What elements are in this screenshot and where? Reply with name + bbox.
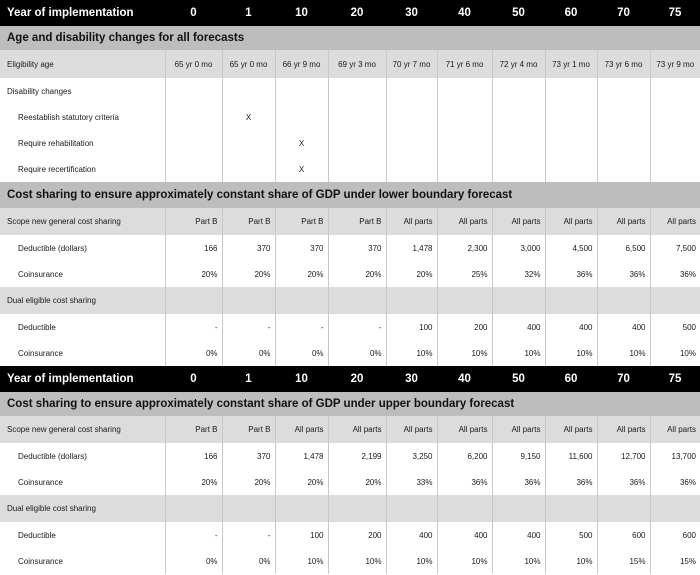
table-cell: 71 yr 6 mo xyxy=(437,50,492,78)
row-label: Require rehabilitation xyxy=(0,130,165,156)
table-cell: 36% xyxy=(597,261,650,287)
table-cell xyxy=(597,130,650,156)
table-cell: 600 xyxy=(650,522,700,548)
table-cell: 400 xyxy=(492,522,545,548)
table-cell: 10% xyxy=(650,340,700,366)
table-cell xyxy=(492,104,545,130)
table-cell: 65 yr 0 mo xyxy=(165,50,222,78)
table-cell: 400 xyxy=(545,314,597,340)
table-cell: 11,600 xyxy=(545,443,597,469)
year-column-header: 50 xyxy=(492,366,545,392)
table-cell xyxy=(386,495,437,522)
table-cell: 0% xyxy=(222,340,275,366)
year-header-row xyxy=(0,366,700,392)
table-cell: 370 xyxy=(222,443,275,469)
table-cell: X xyxy=(222,104,275,130)
table-cell: - xyxy=(165,314,222,340)
table-cell: 166 xyxy=(165,443,222,469)
table-cell: 2,300 xyxy=(437,235,492,261)
eligibility-age-row xyxy=(0,50,700,78)
table-cell: 100 xyxy=(386,314,437,340)
table-cell xyxy=(165,78,222,104)
table-cell: 10% xyxy=(386,340,437,366)
dual-deductible-row xyxy=(0,522,700,548)
table-cell xyxy=(437,78,492,104)
row-label: Deductible xyxy=(0,522,165,548)
table-cell: 12,700 xyxy=(597,443,650,469)
table-cell: 1,478 xyxy=(275,443,328,469)
table-cell: Part B xyxy=(275,208,328,235)
table-cell: X xyxy=(275,156,328,182)
section-title: Cost sharing to ensure approximately constant share of GDP under upper boundary forecast xyxy=(0,392,700,416)
year-column-header: 10 xyxy=(275,0,328,26)
table-cell xyxy=(545,287,597,314)
table-cell: All parts xyxy=(492,208,545,235)
dual-deductible-row xyxy=(0,314,700,340)
deductible-row xyxy=(0,235,700,261)
table-cell: All parts xyxy=(492,416,545,443)
year-header-label: Year of implementation xyxy=(0,366,165,392)
row-label: Scope new general cost sharing xyxy=(0,416,165,443)
table-cell xyxy=(222,130,275,156)
row-label: Deductible (dollars) xyxy=(0,235,165,261)
table-cell: 6,200 xyxy=(437,443,492,469)
table-cell: 400 xyxy=(597,314,650,340)
section-title: Age and disability changes for all forecasts xyxy=(0,26,700,50)
table-cell: 200 xyxy=(437,314,492,340)
table-cell: All parts xyxy=(275,416,328,443)
table-cell xyxy=(165,287,222,314)
year-column-header: 0 xyxy=(165,366,222,392)
dual-coinsurance-row xyxy=(0,340,700,366)
year-column-header: 60 xyxy=(545,0,597,26)
table-cell: 500 xyxy=(650,314,700,340)
year-column-header: 40 xyxy=(437,366,492,392)
table-cell: 10% xyxy=(492,548,545,574)
table-cell: 10% xyxy=(545,340,597,366)
table-cell xyxy=(597,495,650,522)
table-cell xyxy=(650,130,700,156)
table-cell: 9,150 xyxy=(492,443,545,469)
table-cell: All parts xyxy=(328,416,386,443)
table-cell: 36% xyxy=(597,469,650,495)
row-label: Deductible (dollars) xyxy=(0,443,165,469)
table-cell xyxy=(222,495,275,522)
table-cell: 370 xyxy=(222,235,275,261)
table-cell: 200 xyxy=(328,522,386,548)
table-cell: 0% xyxy=(165,340,222,366)
table-cell: 20% xyxy=(328,261,386,287)
table-cell: 166 xyxy=(165,235,222,261)
table-cell xyxy=(492,156,545,182)
table-cell: Part B xyxy=(165,208,222,235)
table-cell xyxy=(328,130,386,156)
table-cell xyxy=(597,156,650,182)
table-cell xyxy=(545,156,597,182)
table-cell: 70 yr 7 mo xyxy=(386,50,437,78)
table-cell: 10% xyxy=(597,340,650,366)
table-cell xyxy=(545,78,597,104)
table-cell xyxy=(650,495,700,522)
coinsurance-row xyxy=(0,469,700,495)
year-column-header: 60 xyxy=(545,366,597,392)
year-column-header: 30 xyxy=(386,0,437,26)
table-cell xyxy=(650,104,700,130)
table-cell: 36% xyxy=(492,469,545,495)
table-cell xyxy=(386,78,437,104)
table-cell: 36% xyxy=(650,261,700,287)
table-cell xyxy=(328,287,386,314)
year-column-header: 1 xyxy=(222,366,275,392)
year-column-header: 20 xyxy=(328,0,386,26)
table-cell: 33% xyxy=(386,469,437,495)
table-cell: 66 yr 9 mo xyxy=(275,50,328,78)
table-cell xyxy=(437,130,492,156)
disability-item-row xyxy=(0,130,700,156)
table-cell: 0% xyxy=(275,340,328,366)
table-cell: 20% xyxy=(275,469,328,495)
table-cell xyxy=(275,104,328,130)
table-cell xyxy=(165,104,222,130)
table-cell: All parts xyxy=(597,416,650,443)
table-cell: 4,500 xyxy=(545,235,597,261)
table-cell: 10% xyxy=(545,548,597,574)
table-cell xyxy=(492,78,545,104)
table-cell: 400 xyxy=(492,314,545,340)
table-cell: Part B xyxy=(165,416,222,443)
dual-eligible-row xyxy=(0,287,700,314)
table-cell: 6,500 xyxy=(597,235,650,261)
table-cell: 100 xyxy=(275,522,328,548)
disability-item-row xyxy=(0,104,700,130)
table-cell xyxy=(386,104,437,130)
table-cell xyxy=(328,78,386,104)
table-cell: 3,250 xyxy=(386,443,437,469)
year-column-header: 10 xyxy=(275,366,328,392)
table-cell xyxy=(437,104,492,130)
table-cell: All parts xyxy=(386,208,437,235)
table-cell xyxy=(492,495,545,522)
table-cell: 370 xyxy=(275,235,328,261)
year-header-label: Year of implementation xyxy=(0,0,165,26)
table-cell: Part B xyxy=(222,208,275,235)
disability-item-row xyxy=(0,156,700,182)
table-cell: Part B xyxy=(222,416,275,443)
table-cell xyxy=(597,104,650,130)
table-cell: 0% xyxy=(222,548,275,574)
row-label: Coinsurance xyxy=(0,548,165,574)
table-cell xyxy=(437,495,492,522)
section-title: Cost sharing to ensure approximately constant share of GDP under lower boundary forecast xyxy=(0,182,700,208)
table-cell: All parts xyxy=(545,416,597,443)
row-label: Disability changes xyxy=(0,78,165,104)
dual-eligible-row xyxy=(0,495,700,522)
table-cell: 400 xyxy=(437,522,492,548)
deductible-row xyxy=(0,443,700,469)
table-cell xyxy=(165,130,222,156)
table-cell xyxy=(386,156,437,182)
table-cell xyxy=(545,130,597,156)
table-cell: 72 yr 4 mo xyxy=(492,50,545,78)
table-cell xyxy=(650,287,700,314)
table-cell: All parts xyxy=(437,208,492,235)
scope-row xyxy=(0,208,700,235)
table-cell: 20% xyxy=(222,261,275,287)
table-cell: 10% xyxy=(275,548,328,574)
table-cell: 15% xyxy=(597,548,650,574)
table-cell xyxy=(275,78,328,104)
table-cell: 0% xyxy=(165,548,222,574)
table-cell xyxy=(492,130,545,156)
coinsurance-row xyxy=(0,261,700,287)
dual-coinsurance-row xyxy=(0,548,700,574)
table-cell xyxy=(437,156,492,182)
table-cell: 36% xyxy=(437,469,492,495)
table-cell xyxy=(437,287,492,314)
table-cell: All parts xyxy=(437,416,492,443)
table-cell: 20% xyxy=(222,469,275,495)
table-cell: 7,500 xyxy=(650,235,700,261)
table-cell xyxy=(545,495,597,522)
row-label: Dual eligible cost sharing xyxy=(0,287,165,314)
table-cell: 15% xyxy=(650,548,700,574)
table-cell: 10% xyxy=(386,548,437,574)
table-cell: 0% xyxy=(328,340,386,366)
row-label: Eligibility age xyxy=(0,50,165,78)
year-column-header: 20 xyxy=(328,366,386,392)
section-upper-forecast xyxy=(0,392,700,416)
table-cell: All parts xyxy=(650,208,700,235)
year-column-header: 75 xyxy=(650,0,700,26)
section-age-disability xyxy=(0,26,700,50)
table-cell xyxy=(222,287,275,314)
table-cell: 10% xyxy=(328,548,386,574)
table-cell: X xyxy=(275,130,328,156)
table-cell: - xyxy=(165,522,222,548)
table-cell xyxy=(222,78,275,104)
table-cell xyxy=(386,130,437,156)
table-cell: 73 yr 6 mo xyxy=(597,50,650,78)
table-cell xyxy=(386,287,437,314)
row-label: Reestablish statutory criteria xyxy=(0,104,165,130)
table-cell xyxy=(650,78,700,104)
table-cell: 20% xyxy=(165,261,222,287)
table-cell xyxy=(222,156,275,182)
row-label: Dual eligible cost sharing xyxy=(0,495,165,522)
year-column-header: 70 xyxy=(597,0,650,26)
table-cell: 36% xyxy=(545,469,597,495)
table-cell xyxy=(597,78,650,104)
year-column-header: 75 xyxy=(650,366,700,392)
table-cell xyxy=(275,495,328,522)
table-cell xyxy=(328,495,386,522)
table-cell: - xyxy=(222,314,275,340)
row-label: Coinsurance xyxy=(0,469,165,495)
table-cell: All parts xyxy=(545,208,597,235)
table-cell: - xyxy=(222,522,275,548)
table-cell xyxy=(165,495,222,522)
disability-changes-row xyxy=(0,78,700,104)
table-cell: 36% xyxy=(545,261,597,287)
year-column-header: 30 xyxy=(386,366,437,392)
scope-row xyxy=(0,416,700,443)
table-cell: 65 yr 0 mo xyxy=(222,50,275,78)
table-cell: Part B xyxy=(328,208,386,235)
table-cell xyxy=(492,287,545,314)
table-cell: 73 yr 1 mo xyxy=(545,50,597,78)
section-lower-forecast xyxy=(0,182,700,208)
table-cell: 13,700 xyxy=(650,443,700,469)
table-cell: - xyxy=(328,314,386,340)
row-label: Scope new general cost sharing xyxy=(0,208,165,235)
table-cell: 1,478 xyxy=(386,235,437,261)
row-label: Deductible xyxy=(0,314,165,340)
table-cell: 600 xyxy=(597,522,650,548)
row-label: Coinsurance xyxy=(0,261,165,287)
table-cell: 370 xyxy=(328,235,386,261)
table-cell: - xyxy=(275,314,328,340)
table-cell: 400 xyxy=(386,522,437,548)
table-cell xyxy=(165,156,222,182)
table-cell: 10% xyxy=(437,548,492,574)
year-column-header: 1 xyxy=(222,0,275,26)
table-cell: All parts xyxy=(597,208,650,235)
year-column-header: 0 xyxy=(165,0,222,26)
table-cell: 20% xyxy=(165,469,222,495)
table-cell xyxy=(650,156,700,182)
row-label: Coinsurance xyxy=(0,340,165,366)
table-cell: All parts xyxy=(650,416,700,443)
table-cell: 32% xyxy=(492,261,545,287)
year-column-header: 40 xyxy=(437,0,492,26)
year-column-header: 70 xyxy=(597,366,650,392)
year-header-row xyxy=(0,0,700,26)
table-cell: 25% xyxy=(437,261,492,287)
table-cell: All parts xyxy=(386,416,437,443)
table-cell: 69 yr 3 mo xyxy=(328,50,386,78)
table-cell: 10% xyxy=(437,340,492,366)
table-cell: 10% xyxy=(492,340,545,366)
year-column-header: 50 xyxy=(492,0,545,26)
table-cell xyxy=(597,287,650,314)
table-cell: 20% xyxy=(275,261,328,287)
table-cell xyxy=(328,156,386,182)
table-cell xyxy=(545,104,597,130)
table-cell: 2,199 xyxy=(328,443,386,469)
table-cell: 73 yr 9 mo xyxy=(650,50,700,78)
table-cell: 500 xyxy=(545,522,597,548)
table-cell: 36% xyxy=(650,469,700,495)
table-cell xyxy=(275,287,328,314)
table-cell xyxy=(328,104,386,130)
table-cell: 3,000 xyxy=(492,235,545,261)
table-cell: 20% xyxy=(386,261,437,287)
row-label: Require recertification xyxy=(0,156,165,182)
table-cell: 20% xyxy=(328,469,386,495)
